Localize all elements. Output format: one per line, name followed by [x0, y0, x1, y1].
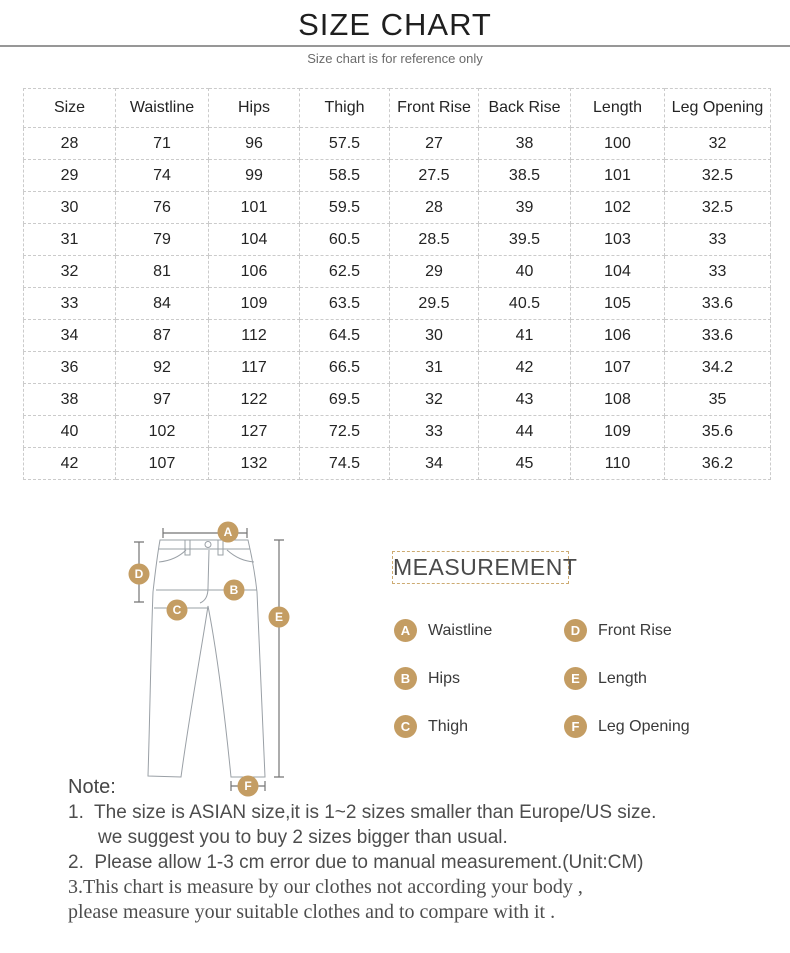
table-cell: 92 — [116, 352, 209, 384]
table-cell: 34 — [390, 448, 479, 480]
svg-text:E: E — [274, 610, 284, 624]
table-cell: 74 — [116, 160, 209, 192]
table-cell: 66.5 — [300, 352, 390, 384]
table-cell: 36 — [24, 352, 116, 384]
table-cell: 58.5 — [300, 160, 390, 192]
table-cell: 43 — [479, 384, 571, 416]
table-cell: 40 — [479, 256, 571, 288]
table-cell: 36.2 — [665, 448, 771, 480]
table-cell: 39.5 — [479, 224, 571, 256]
table-header — [24, 89, 771, 128]
table-cell: 64.5 — [300, 320, 390, 352]
legend-label-thigh: Thigh — [428, 717, 469, 735]
table-cell: 32 — [24, 256, 116, 288]
table-cell: 27.5 — [390, 160, 479, 192]
table-cell: 40.5 — [479, 288, 571, 320]
svg-text:A: A — [223, 525, 233, 539]
table-cell: 35.6 — [665, 416, 771, 448]
table-row — [24, 448, 771, 480]
pants-button — [205, 542, 211, 548]
pants-measurement-diagram — [113, 512, 313, 812]
legend-badge-e: E — [564, 667, 587, 690]
table-cell: 29.5 — [390, 288, 479, 320]
table-cell: 32.5 — [665, 192, 771, 224]
table-cell: 38 — [479, 128, 571, 160]
table-cell: 109 — [571, 416, 665, 448]
note-line-3: 3.This chart is measure by our clothes not according your body , — [68, 876, 583, 898]
table-cell: 107 — [571, 352, 665, 384]
table-cell: 74.5 — [300, 448, 390, 480]
table-cell: 28.5 — [390, 224, 479, 256]
table-row — [24, 320, 771, 352]
legend-label-front-rise: Front Rise — [598, 621, 672, 639]
table-cell: 71 — [116, 128, 209, 160]
marker-d-badge — [129, 564, 150, 585]
table-cell: 63.5 — [300, 288, 390, 320]
legend-label-hips: Hips — [428, 669, 461, 687]
column-header-length: Length — [571, 89, 665, 128]
marker-b-badge — [224, 580, 245, 601]
table-cell: 132 — [209, 448, 300, 480]
header-row — [24, 89, 771, 128]
measurement-legend — [394, 619, 790, 738]
table-cell: 84 — [116, 288, 209, 320]
table-cell: 27 — [390, 128, 479, 160]
svg-text:C: C — [172, 603, 182, 617]
table-cell: 102 — [116, 416, 209, 448]
column-header-thigh: Thigh — [300, 89, 390, 128]
table-cell: 29 — [390, 256, 479, 288]
table-cell: 96 — [209, 128, 300, 160]
page-subtitle: Size chart is for reference only — [307, 51, 483, 66]
table-cell: 76 — [116, 192, 209, 224]
table-row — [24, 128, 771, 160]
table-cell: 104 — [571, 256, 665, 288]
table-cell: 57.5 — [300, 128, 390, 160]
legend-label-waistline: Waistline — [428, 621, 493, 639]
legend-badge-d: D — [564, 619, 587, 642]
column-header-size: Size — [24, 89, 116, 128]
table-row — [24, 224, 771, 256]
length-measure-line — [274, 540, 284, 777]
table-cell: 30 — [390, 320, 479, 352]
pants-outline — [148, 540, 265, 777]
table-cell: 45 — [479, 448, 571, 480]
table-cell: 39 — [479, 192, 571, 224]
pants-belt-loop-right — [218, 540, 223, 555]
table-cell: 102 — [571, 192, 665, 224]
legend-item-waistline — [394, 619, 564, 642]
table-cell: 38 — [24, 384, 116, 416]
table-cell: 117 — [209, 352, 300, 384]
column-header-leg-opening: Leg Opening — [665, 89, 771, 128]
legend-badge-a: A — [394, 619, 417, 642]
table-cell: 40 — [24, 416, 116, 448]
svg-text:F: F — [244, 779, 252, 793]
table-cell: 101 — [209, 192, 300, 224]
table-cell: 108 — [571, 384, 665, 416]
table-cell: 41 — [479, 320, 571, 352]
table-cell: 60.5 — [300, 224, 390, 256]
table-cell: 99 — [209, 160, 300, 192]
note-line-2: 2. Please allow 1-3 cm error due to manual measurement.(Unit:CM) — [68, 852, 644, 873]
page-title: SIZE CHART — [298, 7, 492, 42]
legend-item-leg-opening — [564, 715, 790, 738]
table-body — [24, 128, 771, 480]
table-cell: 34 — [24, 320, 116, 352]
note-line-1-continued: we suggest you to buy 2 sizes bigger than usual. — [98, 827, 508, 848]
table-cell: 32 — [390, 384, 479, 416]
table-cell: 97 — [116, 384, 209, 416]
table-cell: 105 — [571, 288, 665, 320]
table-cell: 33 — [665, 256, 771, 288]
legend-badge-b: B — [394, 667, 417, 690]
legend-item-hips — [394, 667, 564, 690]
table-cell: 62.5 — [300, 256, 390, 288]
table-cell: 110 — [571, 448, 665, 480]
table-row — [24, 384, 771, 416]
table-cell: 33.6 — [665, 288, 771, 320]
svg-text:D: D — [134, 567, 144, 581]
table-cell: 42 — [24, 448, 116, 480]
table-cell: 112 — [209, 320, 300, 352]
table-cell: 34.2 — [665, 352, 771, 384]
svg-text:B: B — [229, 583, 239, 597]
legend-item-length — [564, 667, 790, 690]
column-header-hips: Hips — [209, 89, 300, 128]
table-cell: 28 — [390, 192, 479, 224]
table-cell: 33 — [665, 224, 771, 256]
table-cell: 107 — [116, 448, 209, 480]
table-cell: 35 — [665, 384, 771, 416]
table-cell: 122 — [209, 384, 300, 416]
table-cell: 127 — [209, 416, 300, 448]
notes-heading: Note: — [68, 776, 116, 798]
table-cell: 87 — [116, 320, 209, 352]
note-line-1: 1. The size is ASIAN size,it is 1~2 sizes smaller than Europe/US size. — [68, 802, 657, 823]
table-row — [24, 352, 771, 384]
size-chart-table — [23, 88, 771, 480]
column-header-waistline: Waistline — [116, 89, 209, 128]
table-cell: 79 — [116, 224, 209, 256]
table-cell: 104 — [209, 224, 300, 256]
table-cell: 31 — [24, 224, 116, 256]
legend-item-thigh — [394, 715, 564, 738]
table-cell: 44 — [479, 416, 571, 448]
table-cell: 59.5 — [300, 192, 390, 224]
table-cell: 103 — [571, 224, 665, 256]
table-cell: 31 — [390, 352, 479, 384]
table-row — [24, 256, 771, 288]
table-row — [24, 160, 771, 192]
pants-pocket-left — [159, 550, 186, 562]
table-cell: 72.5 — [300, 416, 390, 448]
legend-badge-f: F — [564, 715, 587, 738]
table-cell: 101 — [571, 160, 665, 192]
table-cell: 38.5 — [479, 160, 571, 192]
table-row — [24, 288, 771, 320]
pants-belt-loop-left — [185, 540, 190, 555]
pants-pocket-right — [227, 550, 254, 562]
measurement-section-title: MEASUREMENT — [392, 551, 569, 584]
notes-section — [68, 775, 768, 925]
column-header-front-rise: Front Rise — [390, 89, 479, 128]
table-cell: 106 — [209, 256, 300, 288]
column-header-back-rise: Back Rise — [479, 89, 571, 128]
legend-item-front-rise — [564, 619, 790, 642]
table-row — [24, 192, 771, 224]
table-cell: 42 — [479, 352, 571, 384]
note-line-3-continued: please measure your suitable clothes and to compare with it . — [68, 901, 556, 923]
legend-label-leg-opening: Leg Opening — [598, 717, 690, 735]
table-cell: 33 — [390, 416, 479, 448]
table-cell: 29 — [24, 160, 116, 192]
table-cell: 100 — [571, 128, 665, 160]
legend-badge-c: C — [394, 715, 417, 738]
table-cell: 28 — [24, 128, 116, 160]
table-cell: 106 — [571, 320, 665, 352]
table-cell: 81 — [116, 256, 209, 288]
table-cell: 109 — [209, 288, 300, 320]
table-cell: 32 — [665, 128, 771, 160]
table-cell: 30 — [24, 192, 116, 224]
table-cell: 69.5 — [300, 384, 390, 416]
table-cell: 33 — [24, 288, 116, 320]
title-divider-line — [0, 45, 790, 47]
legend-label-length: Length — [598, 669, 647, 687]
table-row — [24, 416, 771, 448]
marker-a-badge — [218, 522, 239, 543]
table-cell: 33.6 — [665, 320, 771, 352]
pants-fly-line — [200, 550, 209, 603]
marker-c-badge — [167, 600, 188, 621]
marker-e-badge — [269, 607, 290, 628]
table-cell: 32.5 — [665, 160, 771, 192]
